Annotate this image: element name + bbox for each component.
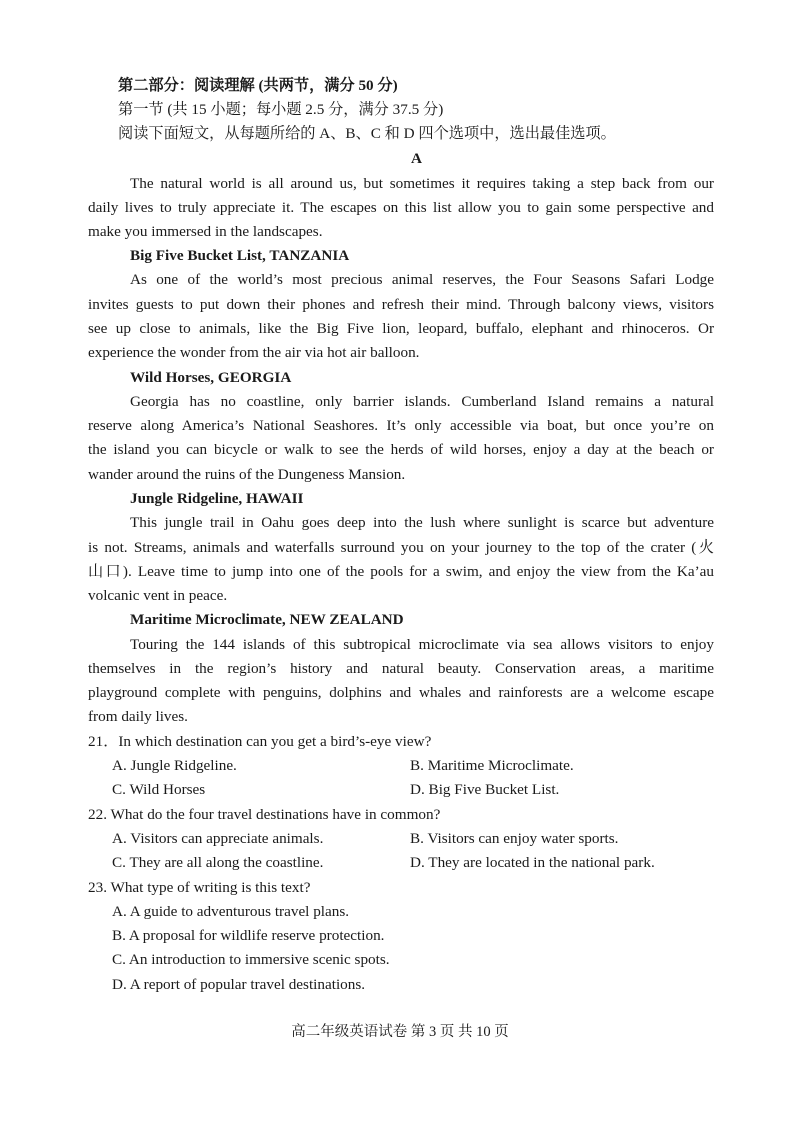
- section-line: volcanic vent in peace.: [88, 587, 228, 604]
- section-line: wander around the ruins of the Dungeness Mansion.: [88, 466, 406, 483]
- section-line: As one of the world’s most precious animal reserves, the Four Seasons Safari Lodge: [130, 271, 714, 288]
- option-21-c[interactable]: C. Wild Horses: [112, 781, 206, 798]
- option-23-a[interactable]: A. A guide to adventurous travel plans.: [112, 903, 350, 920]
- section-heading: Big Five Bucket List, TANZANIA: [130, 247, 350, 264]
- section-line: is not. Streams, animals and waterfalls surround you on your journey to the top of the crater (火: [88, 539, 714, 556]
- section-line: Touring the 144 islands of this subtropical microclimate via sea allows visitors to enjoy: [130, 636, 714, 653]
- intro-line: make you immersed in the landscapes.: [88, 223, 323, 240]
- page-footer: 高二年级英语试卷 第 3 页 共 10 页: [291, 1024, 509, 1040]
- instructions: 阅读下面短文，从每题所给的 A、B、C 和 D 四个选项中，选出最佳选项。: [118, 125, 616, 142]
- section-line: see up close to animals, like the Big Five lion, leopard, buffalo, elephant and rhinoceros. Or: [88, 320, 714, 337]
- option-23-c[interactable]: C. An introduction to immersive scenic spots.: [112, 951, 390, 968]
- section-line: from daily lives.: [88, 708, 188, 725]
- section-line: invites guests to put down their phones and refresh their mind. Through balcony views, visitors: [88, 296, 714, 313]
- section-line: This jungle trail in Oahu goes deep into the lush where sunlight is scarce but adventure: [130, 514, 714, 531]
- question-stem-23: 23. What type of writing is this text?: [88, 879, 311, 896]
- passage-label: A: [411, 150, 422, 167]
- intro-line: daily lives to truly appreciate it. The escapes on this list allow you to gain some perspective and: [88, 199, 714, 216]
- section-title: 第一节 (共 15 小题；每小题 2.5 分，满分 37.5 分): [118, 101, 444, 118]
- option-21-a[interactable]: A. Jungle Ridgeline.: [112, 757, 237, 774]
- section-line: playground complete with penguins, dolphins and whales and rainforests are a welcome escape: [88, 684, 714, 701]
- question-stem-22: 22. What do the four travel destinations have in common?: [88, 806, 441, 823]
- option-22-a[interactable]: A. Visitors can appreciate animals.: [112, 830, 324, 847]
- section-heading: Wild Horses, GEORGIA: [130, 369, 292, 386]
- question-stem-21: 21．In which destination can you get a bird’s-eye view?: [88, 733, 432, 750]
- option-23-b[interactable]: B. A proposal for wildlife reserve protection.: [112, 927, 385, 944]
- option-22-d[interactable]: D. They are located in the national park.: [410, 854, 655, 871]
- section-line: 山口). Leave time to jump into one of the pools for a swim, and enjoy the view from the Ka’au: [88, 563, 714, 580]
- section-line: experience the wonder from the air via hot air balloon.: [88, 344, 420, 361]
- option-23-d[interactable]: D. A report of popular travel destinations.: [112, 976, 366, 993]
- section-heading: Maritime Microclimate, NEW ZEALAND: [130, 611, 404, 628]
- section-line: themselves in the region’s history and natural beauty. Conservation areas, a maritime: [88, 660, 714, 677]
- section-line: Georgia has no coastline, only barrier islands. Cumberland Island remains a natural: [130, 393, 714, 410]
- section-line: reserve along America’s National Seashores. It’s only accessible via boat, but once you’re on: [88, 417, 714, 434]
- section-heading: Jungle Ridgeline, HAWAII: [130, 490, 304, 507]
- part-title: 第二部分：阅读理解 (共两节，满分 50 分): [118, 77, 398, 94]
- option-21-d[interactable]: D. Big Five Bucket List.: [410, 781, 560, 798]
- intro-line: The natural world is all around us, but sometimes it requires taking a step back from our: [130, 175, 714, 192]
- option-21-b[interactable]: B. Maritime Microclimate.: [410, 757, 574, 774]
- option-22-c[interactable]: C. They are all along the coastline.: [112, 854, 324, 871]
- section-line: the island you can bicycle or walk to see the herds of wild horses, enjoy a day at the beach or: [88, 441, 714, 458]
- option-22-b[interactable]: B. Visitors can enjoy water sports.: [410, 830, 619, 847]
